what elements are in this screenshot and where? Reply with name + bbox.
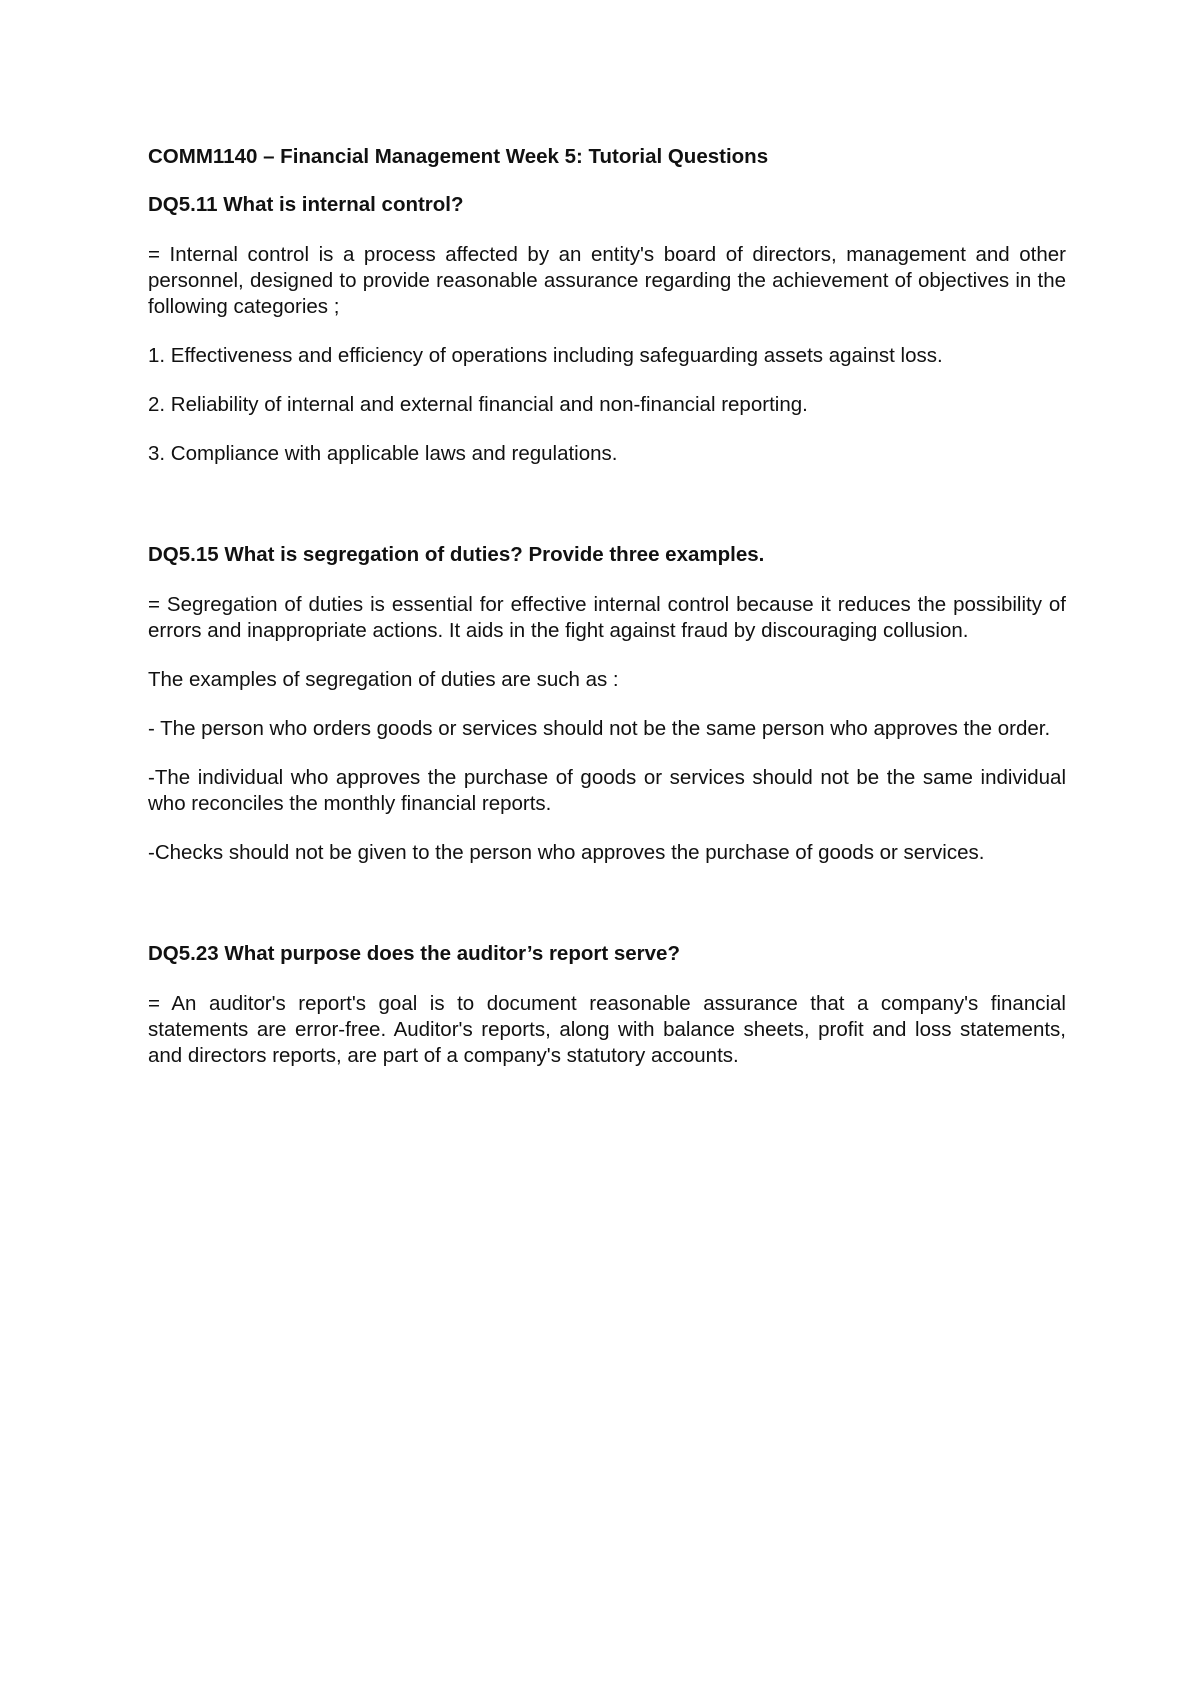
question-heading: DQ5.11 What is internal control? (148, 193, 464, 216)
question-heading: DQ5.23 What purpose does the auditor’s report serve? (148, 942, 680, 965)
document-page (148, 144, 1066, 1092)
question-heading: DQ5.15 What is segregation of duties? Provide three examples. (148, 543, 765, 566)
document-title: COMM1140 – Financial Management Week 5: Tutorial Questions (148, 145, 769, 168)
section-dq5-23 (148, 941, 1066, 1069)
list-item: -The individual who approves the purchase of goods or services should not be the same individual who reconciles the monthly financial reports. (148, 766, 1066, 815)
list-item: 3. Compliance with applicable laws and regulations. (148, 442, 618, 465)
section-spacer (148, 490, 1066, 542)
list-item: - The person who orders goods or services should not be the same person who approves the order. (148, 717, 1051, 740)
list-item: 2. Reliability of internal and external financial and non-financial reporting. (148, 393, 808, 416)
answer-paragraph: = Internal control is a process affected by an entity's board of directors, management and other personnel, designed to provide reasonable assurance regarding the achievement of objectives in the following categories ; (148, 243, 1066, 318)
answer-paragraph: = An auditor's report's goal is to document reasonable assurance that a company's financial statements are error-free. Auditor's reports, along with balance sheets, profit and loss statements, and directors reports, are part of a company's statutory accounts. (148, 992, 1066, 1067)
examples-intro: The examples of segregation of duties are such as : (148, 668, 619, 691)
section-spacer (148, 889, 1066, 941)
list-item: 1. Effectiveness and efficiency of operations including safeguarding assets against loss. (148, 344, 943, 367)
section-dq5-15 (148, 542, 1066, 866)
answer-paragraph: = Segregation of duties is essential for effective internal control because it reduces the possibility of errors and inappropriate actions. It aids in the fight against fraud by discouraging collusion. (148, 593, 1066, 642)
section-dq5-11 (148, 192, 1066, 467)
list-item: -Checks should not be given to the person who approves the purchase of goods or services. (148, 841, 985, 864)
